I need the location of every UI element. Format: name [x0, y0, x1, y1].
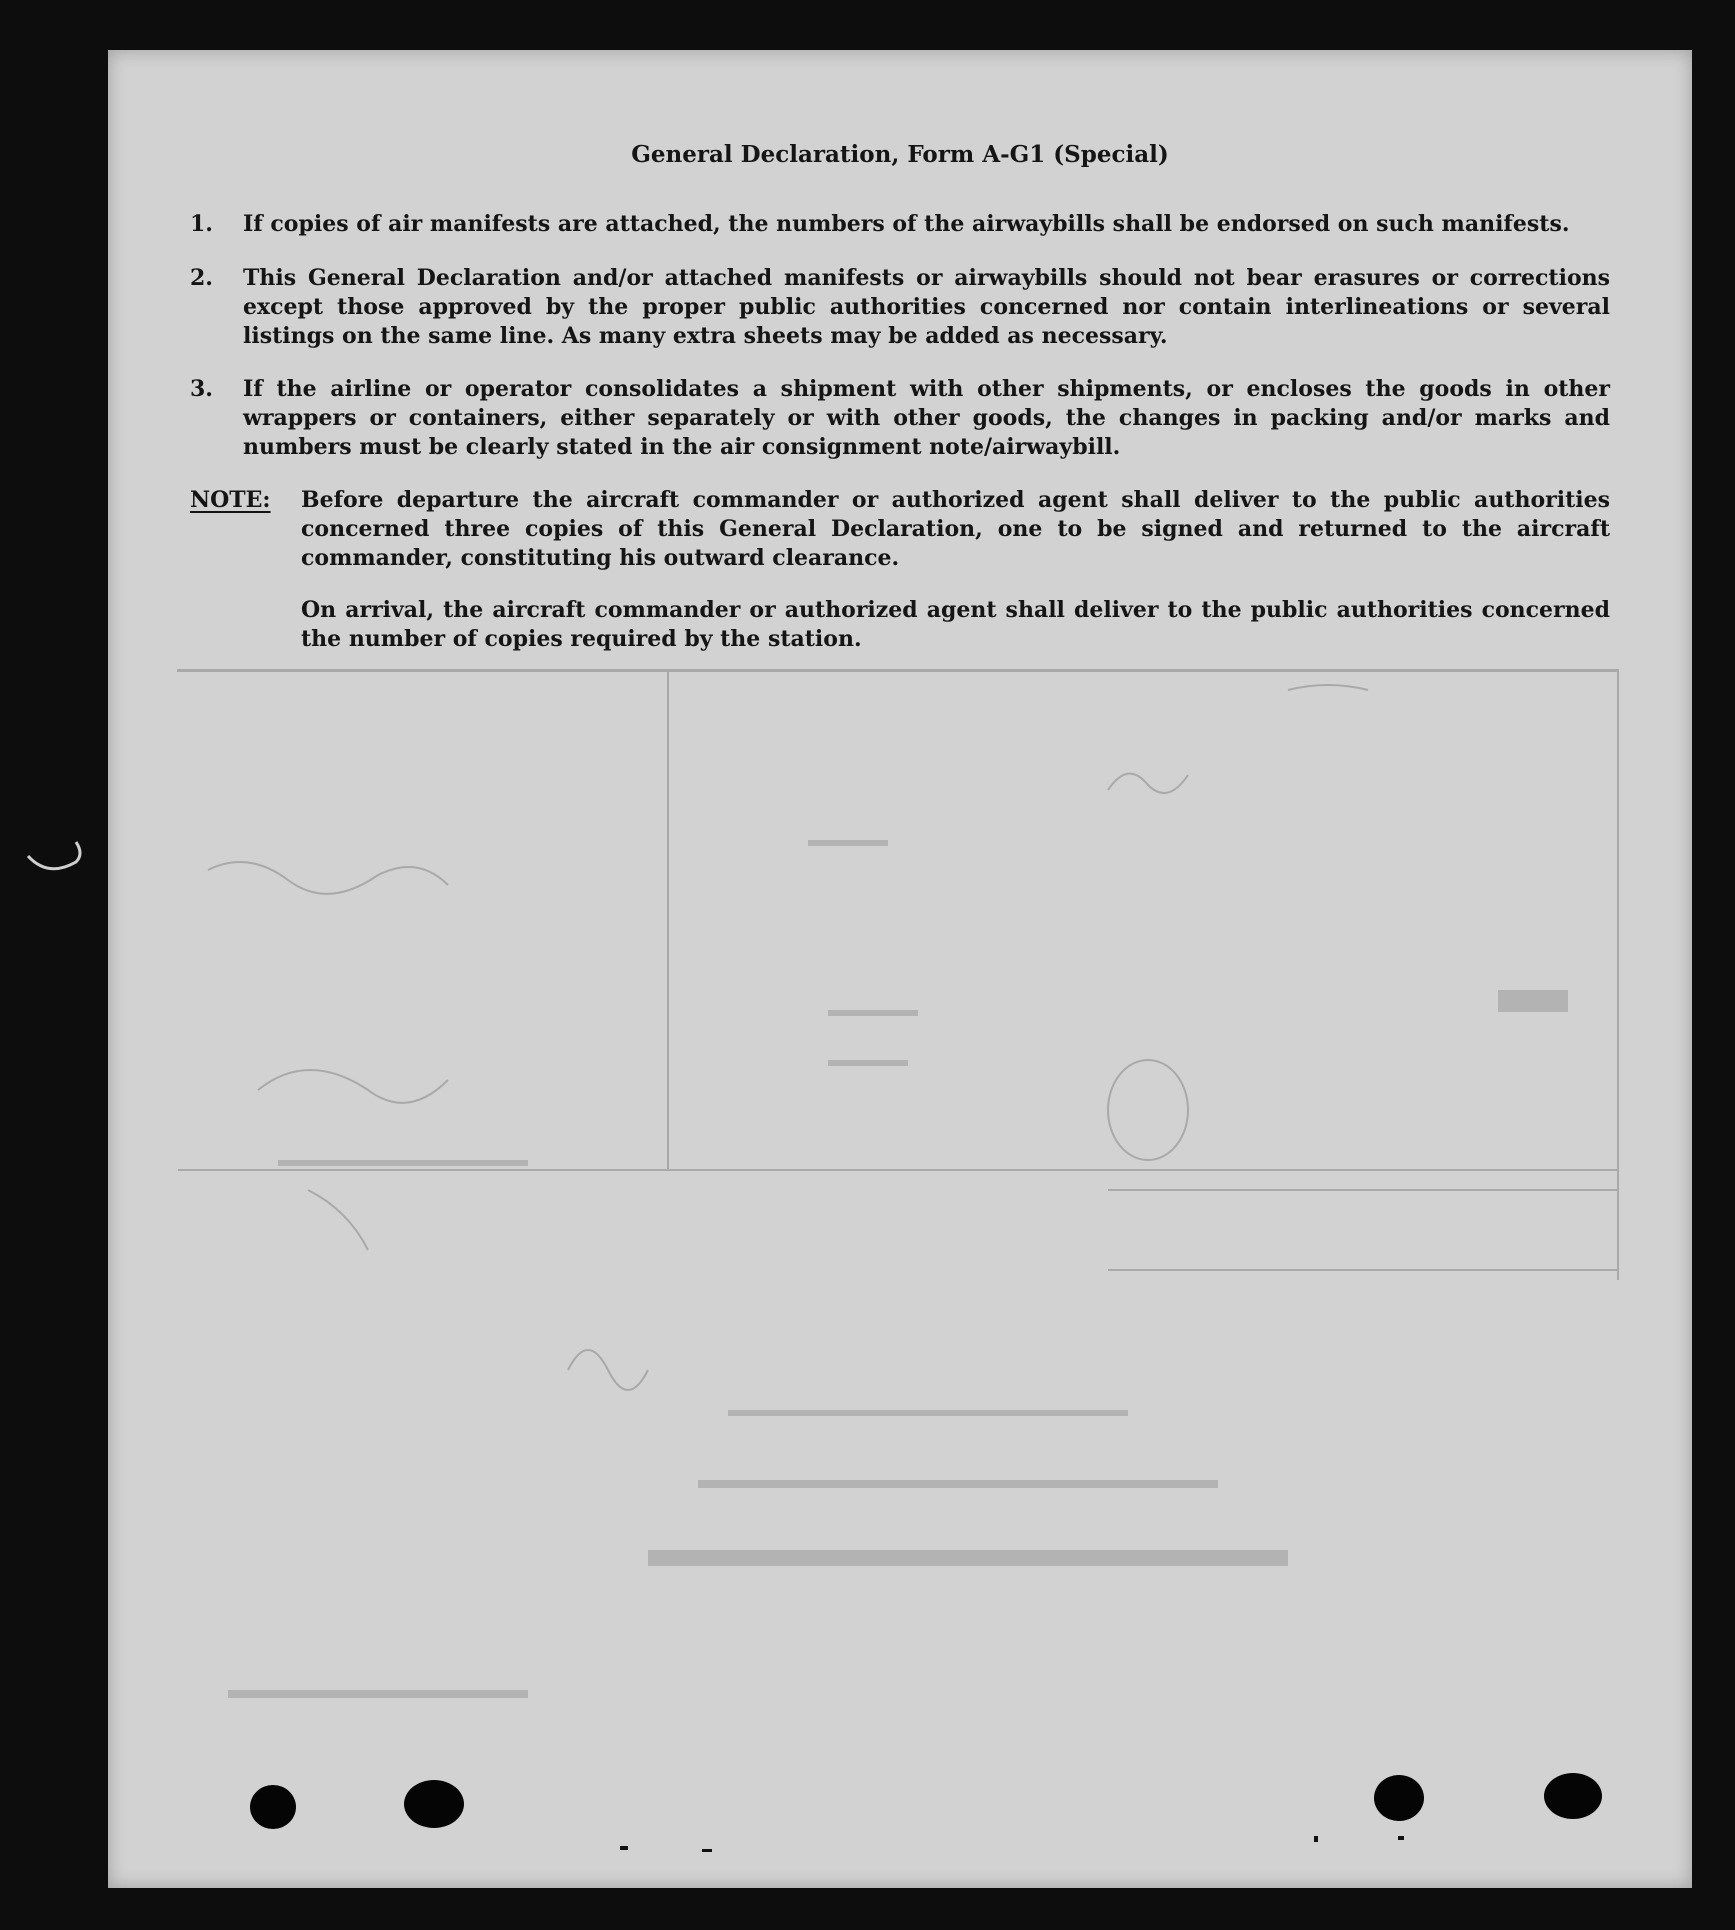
punch-hole — [1374, 1775, 1424, 1821]
item-number: 1. — [190, 211, 213, 237]
punch-hole — [404, 1780, 464, 1828]
margin-mark — [20, 830, 90, 880]
item-number: 3. — [190, 376, 213, 402]
note-paragraph-1: Before departure the aircraft commander or authorized agent shall deliver to the public authorities concerned three copies of this General Declaration, one to be signed and returned to the aircraft commander, constituting his outward clearance. — [301, 487, 1610, 571]
item-text: This General Declaration and/or attached manifests or airwaybills should not bear erasures or corrections except those approved by the proper public authorities concerned nor contain interlineations or several listings on the same line. As many extra sheets may be added as necessary. — [243, 265, 1610, 349]
specks — [620, 1846, 628, 1850]
specks — [1314, 1836, 1318, 1842]
specks — [1398, 1836, 1404, 1840]
note-label: NOTE: — [190, 487, 271, 513]
instruction-item-3 — [190, 375, 1610, 462]
instruction-item-2 — [190, 264, 1610, 351]
document-sheet — [108, 50, 1692, 1888]
item-number: 2. — [190, 265, 213, 291]
note-paragraph-2: On arrival, the aircraft commander or authorized agent shall deliver to the public authorities concerned the number of copies required by the station. — [301, 597, 1610, 652]
instruction-item-1 — [190, 210, 1610, 239]
punch-hole — [1544, 1773, 1602, 1819]
specks — [702, 1849, 712, 1852]
item-text: If copies of air manifests are attached, the numbers of the airwaybills shall be endorsed on such manifests. — [243, 211, 1570, 237]
item-text: If the airline or operator consolidates a shipment with other shipments, or encloses the goods in other wrappers or containers, either separately or with other goods, the changes in packing and/or marks and numbers must be clearly stated in the air consignment note/airwaybill. — [243, 376, 1610, 460]
punch-hole — [250, 1785, 296, 1829]
form-title: General Declaration, Form A-G1 (Special) — [631, 141, 1169, 168]
